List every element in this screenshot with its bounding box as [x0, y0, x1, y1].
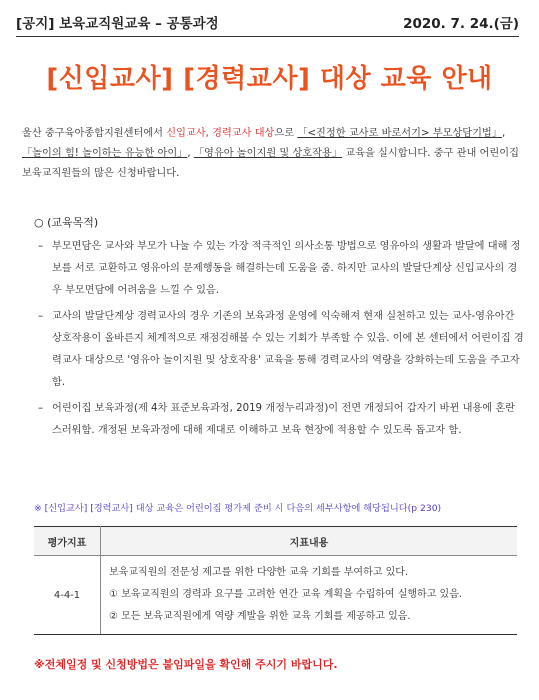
intro-target: 신입교사, 경력교사 대상 [166, 128, 275, 139]
indicator-content [101, 556, 518, 635]
footer-notice: ※전체일정 및 신청방법은 붙임파일을 확인해 주시기 바랍니다. [34, 658, 338, 671]
header-content: 지표내용 [101, 527, 518, 556]
indicator-line: ② 모든 보육교직원에게 역량 계발을 위한 교육 기회를 제공하고 있음. [109, 611, 411, 622]
course-1: 「<진정한 교사로 바로서기> 부모상담기법」 [297, 128, 502, 139]
purpose-list [38, 236, 524, 446]
section-title: ○ (교육목적) [34, 216, 99, 229]
bullet-dash: – [38, 311, 44, 322]
indicator-line: ① 보육교직원의 경력과 요구를 고려한 연간 교육 계획을 수립하여 실행하고 있음. [109, 589, 463, 600]
intro-paragraph [22, 124, 520, 184]
notice-label: [공지] 보육교직원교육 – 공통과정 [16, 16, 219, 32]
evaluation-table [34, 526, 517, 635]
course-3: 「영유아 놀이지원 및 상호작용」 [193, 148, 343, 159]
table-header-row [34, 527, 517, 556]
intro-text-1: 울산 중구육아종합지원센터에서 [22, 128, 167, 139]
notice-date: 2020. 7. 24.(금) [403, 16, 519, 32]
purpose-text: 교사의 발달단계상 경력교사의 경우 기존의 보육과정 운영에 익숙해져 현재 실천하고 있는 교사-영유아간 상호작용이 올바른지 체계적으로 재점검해볼 수 있는 기회가 부족할 수 있음. 이에 본 센터에서 어린이집 경력교사 대상으로 '영유아 놀이지원 및 상호작용' 교육을 통해 경력교사의 역량을 강화하는데 도움을 주고자 함. [52, 311, 524, 388]
intro-comma-2: , [187, 148, 194, 159]
page-title: [신입교사] [경력교사] 대상 교육 안내 [46, 64, 493, 94]
purpose-item [38, 306, 524, 394]
bullet-dash: – [38, 403, 44, 414]
course-2: 「놀이의 힘! 놀이하는 유능한 아이」 [22, 148, 188, 159]
evaluation-note: ※ [신입교사] [경력교사] 대상 교육은 어린이집 평가제 준비 시 다음의 세부사항에 해당됩니다(p 230) [34, 503, 442, 514]
table-row [34, 556, 517, 635]
purpose-item [38, 398, 524, 442]
indicator-code: 4-4-1 [34, 556, 101, 635]
notice-header [16, 6, 519, 37]
intro-text-3: 교육을 실시합니다. 중구 관내 어린이집 보육교직원들의 많은 신청바랍니다. [22, 148, 519, 179]
intro-comma-1: , [501, 128, 506, 139]
purpose-item [38, 236, 524, 302]
header-indicator: 평가지표 [34, 527, 101, 556]
bullet-dash: – [38, 241, 44, 252]
indicator-line: 보육교직원의 전문성 제고를 위한 다양한 교육 기회를 부여하고 있다. [109, 567, 409, 578]
intro-text-2: 으로 [274, 128, 298, 139]
purpose-text: 어린이집 보육과정(제 4차 표준보육과정, 2019 개정누리과정)이 전면 개정되어 갑자기 바뀐 내용에 혼란스러워함. 개정된 보육과정에 대해 제대로 이해하고 보육 현장에 적용할 수 있도록 돕고자 함. [52, 403, 516, 436]
purpose-text: 부모면담은 교사와 부모가 나눌 수 있는 가장 적극적인 의사소통 방법으로 영유아의 생활과 발달에 대해 정보를 서로 교환하고 영유아의 문제행동을 해결하는데 도움을 줌. 하지만 교사의 발달단계상 신입교사의 경우 부모면담에 어려움을 느낄 수 있음. [52, 241, 521, 296]
